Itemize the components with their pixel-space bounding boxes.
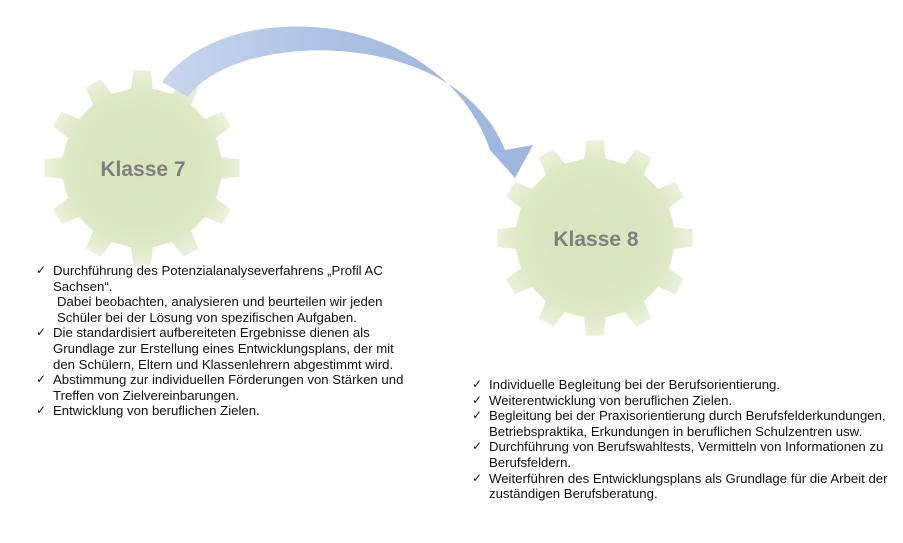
list-item [472, 408, 897, 439]
list-item [472, 439, 897, 470]
list-item-text: Abstimmung zur individuellen Förderungen von Stärken und Treffen von Zielvereinbarungen. [53, 372, 404, 403]
list-item-text: Die standardisiert aufbereiteten Ergebnisse dienen als Grundlage zur Erstellung eines Entwicklungsplans, der mit den Schülern, Eltern und Klassenlehrern abgestimmt wird. [53, 325, 394, 372]
list-item-text: Individuelle Begleitung bei der Berufsorientierung. [489, 377, 781, 392]
list-item-note: Dabei beobachten, analysieren und beurteilen wir jeden Schüler bei der Lösung von spezifischen Aufgaben. [57, 294, 383, 325]
list-item-text: Durchführung des Potenzialanalyseverfahrens „Profil AC Sachsen“. [53, 263, 383, 294]
list-item [36, 325, 411, 372]
gear-label-klasse-7: Klasse 7 [100, 158, 186, 181]
list-item-text: Durchführung von Berufswahltests, Vermitteln von Informationen zu Berufsfeldern. [489, 439, 884, 470]
list-item-text: Entwicklung von beruflichen Zielen. [53, 403, 260, 419]
list-item [472, 471, 897, 502]
list-item-text: Weiterführen des Entwicklungsplans als Grundlage für die Arbeit der zuständigen Berufsberatung. [489, 470, 888, 502]
list-item [472, 393, 897, 409]
list-item-text: Begleitung bei der Praxisorientierung durch Berufsfelderkundungen, Betriebspraktika, Erkundungen in beruflichen Schulzentren usw. [489, 408, 886, 439]
list-item [472, 377, 897, 393]
list-item-text: Weiterentwicklung von beruflichen Zielen. [489, 392, 733, 408]
list-item [36, 403, 411, 419]
list-item [36, 372, 411, 403]
list-item [36, 263, 411, 325]
klasse-8-list [472, 377, 897, 502]
klasse-7-list [36, 263, 411, 419]
gear-label-klasse-8: Klasse 8 [553, 228, 639, 251]
